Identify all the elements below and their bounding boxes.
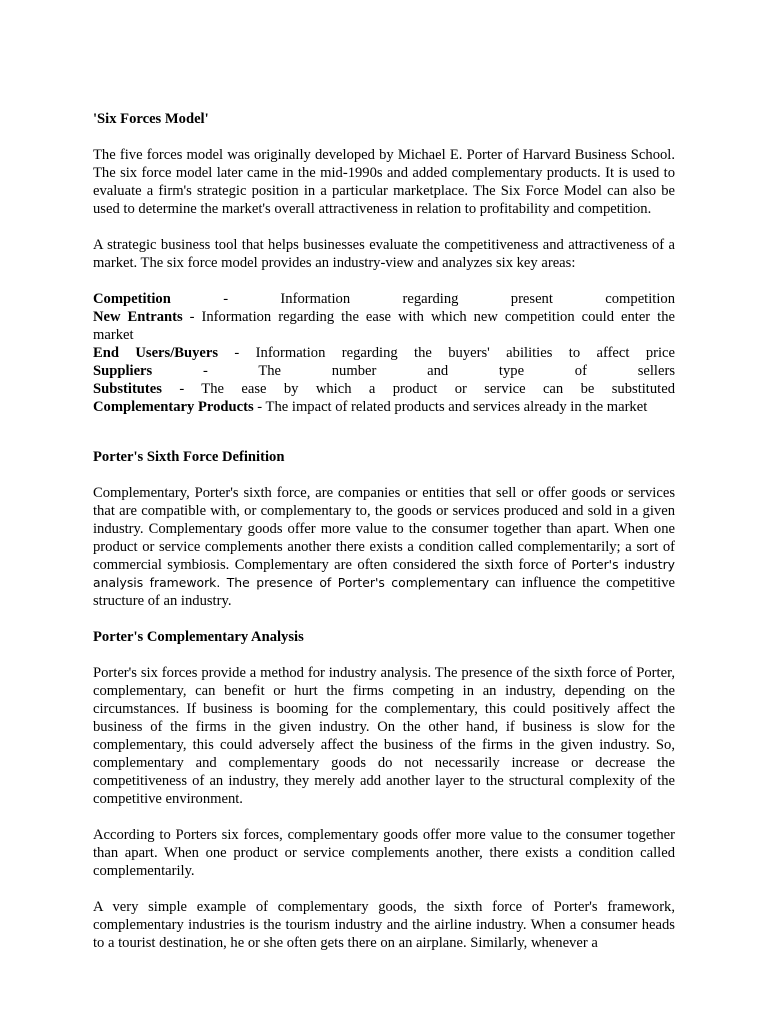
definition-text-tail: can influence the competitive structure of an industry. bbox=[93, 575, 676, 609]
analysis-paragraph-1: Porter's six forces provide a method for industry analysis. The presence of the sixth force of Porter, complementary, can benefit or hurt the firms competing in an industry, depending on the circumstances. If business is booming for the complementary, this could positively affect the business of the firms in the given industry. On the other hand, if business is slow for the complementary, this could adversely affect the business of the firms in the given industry. So, complementary and complementary goods do not necessarily increase or decrease the competitiveness of an industry, they merely add another layer to the structural complexity of the competitive environment. bbox=[93, 665, 675, 807]
tool-paragraph: A strategic business tool that helps businesses evaluate the competitiveness and attractiveness of a market. The six force model provides an industry-view and analyzes six key areas: bbox=[93, 237, 675, 271]
force-term: Suppliers bbox=[93, 363, 153, 379]
force-item-complementary-products bbox=[93, 398, 675, 416]
intro-paragraph: The five forces model was originally developed by Michael E. Porter of Harvard Business School. The six force model later came in the mid-1990s and added complementary products. It is used to evaluate a firm's strategic position in a particular marketplace. The Six Force Model can also be used to determine the market's overall attractiveness in relation to profitability and competition. bbox=[93, 147, 675, 217]
forces-list bbox=[93, 290, 675, 416]
force-term: End Users/Buyers bbox=[93, 345, 219, 361]
force-item-new-entrants bbox=[93, 308, 675, 344]
force-description: - Information regarding the buyers' abilities to affect price bbox=[218, 345, 675, 361]
force-term: Competition bbox=[93, 291, 171, 307]
force-item-competition bbox=[93, 290, 675, 308]
section-heading-definition: Porter's Sixth Force Definition bbox=[93, 449, 285, 465]
document-content bbox=[93, 110, 675, 952]
force-item-suppliers bbox=[93, 362, 675, 380]
force-description: - The ease by which a product or service can be substituted bbox=[161, 381, 675, 397]
definition-text: Complementary, Porter's sixth force, are companies or entities that sell or offer goods or services that are compatible with, or complementary to, the goods or services produced and sold in a given industry. Complementary goods offer more value to the consumer together than apart. When one product or service complements another there exists a condition called complementarily; a sort of commercial symbiosis. Complementary are often considered the sixth force of bbox=[93, 485, 675, 573]
section-heading-analysis: Porter's Complementary Analysis bbox=[93, 629, 304, 645]
definition-paragraph bbox=[93, 484, 675, 610]
force-description: - The number and type of sellers bbox=[152, 363, 675, 379]
document-title: 'Six Forces Model' bbox=[93, 111, 209, 127]
force-term: Substitutes bbox=[93, 381, 162, 397]
force-term: New Entrants bbox=[93, 309, 183, 325]
force-term: Complementary Products bbox=[93, 399, 254, 415]
force-item-end-users bbox=[93, 344, 675, 362]
force-description: - The impact of related products and services already in the market bbox=[253, 399, 648, 415]
analysis-paragraph-3: A very simple example of complementary goods, the sixth force of Porter's framework, complementary industries is the tourism industry and the airline industry. When a consumer heads to a tourist destination, he or she often gets there on an airplane. Similarly, whenever a bbox=[93, 899, 675, 951]
force-description: - Information regarding the ease with which new competition could enter the market bbox=[93, 309, 675, 343]
force-item-substitutes bbox=[93, 380, 675, 398]
analysis-paragraph-2: According to Porters six forces, complementary goods offer more value to the consumer together than apart. When one product or service complements another, there exists a condition called complementarily. bbox=[93, 827, 675, 879]
definition-text-alt-font: Porter's industry analysis framework. The presence of Porter's complementary bbox=[93, 557, 676, 590]
force-description: - Information regarding present competition bbox=[170, 291, 675, 307]
